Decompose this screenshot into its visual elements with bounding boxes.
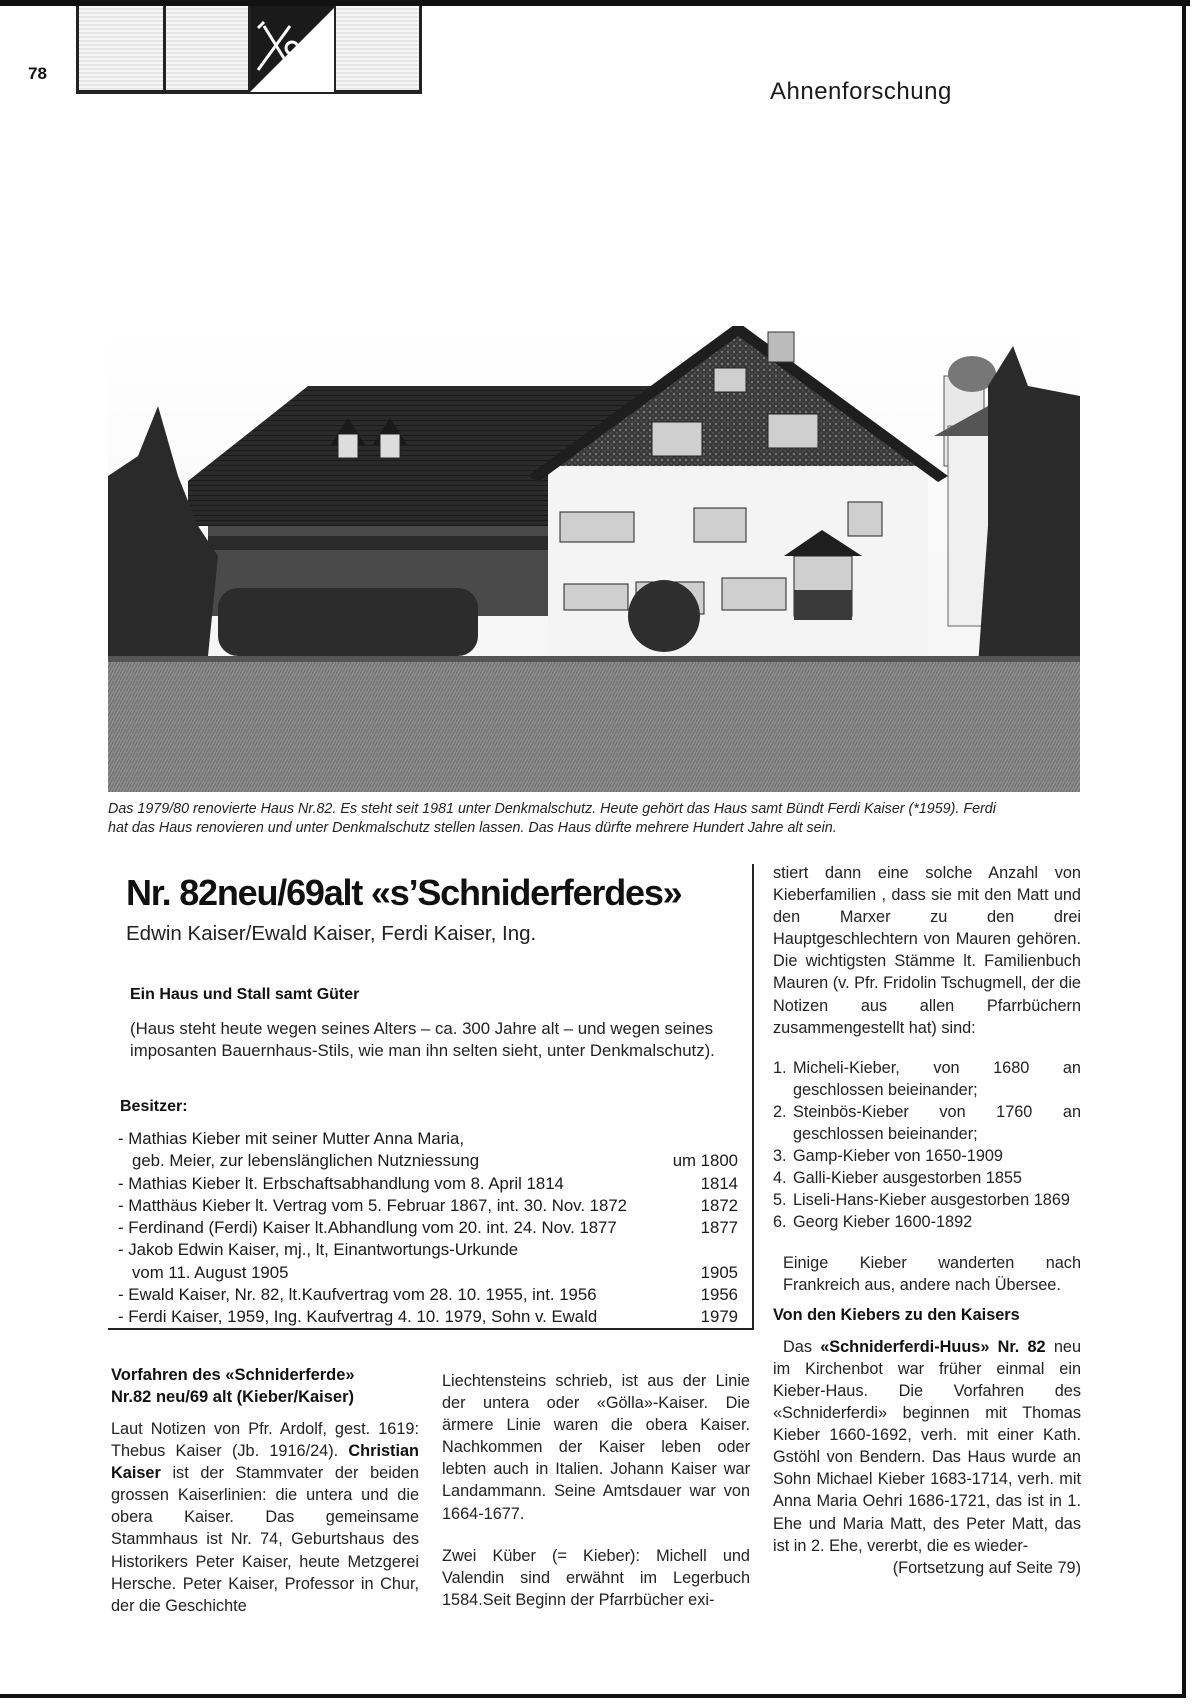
- owner-text: - Matthäus Kieber lt. Vertrag vom 5. Februar 1867, int. 30. Nov. 1872: [118, 1195, 627, 1215]
- owner-year: 1905: [700, 1262, 738, 1282]
- left-heading-line-1: Vorfahren des «Schniderferde»: [111, 1366, 355, 1384]
- right-column-heading: Von den Kiebers zu den Kaisers: [773, 1305, 1020, 1324]
- lineage-number: 1.: [773, 1058, 787, 1077]
- owner-row: [118, 1239, 742, 1261]
- owner-text: - Ferdinand (Ferdi) Kaiser lt.Abhandlung vom 20. int. 24. Nov. 1877: [118, 1218, 617, 1238]
- lineage-number: 6.: [773, 1213, 787, 1232]
- right-paragraph-3-bold: «Schniderferdi-Huus» Nr. 82: [820, 1337, 1046, 1356]
- header-tab-4: [333, 6, 422, 94]
- owner-year: 1956: [700, 1285, 738, 1305]
- photo-caption-line-2: hat das Haus renovieren und unter Denkmalschutz stellen lassen. Das Haus dürfte mehrere Hundert Jahre alt sein.: [108, 820, 837, 836]
- lineage-text: Micheli-Kieber, von 1680 an geschlossen beieinander;: [793, 1058, 1081, 1099]
- owner-text: - Mathias Kieber mit seiner Mutter Anna Maria,: [118, 1129, 465, 1148]
- article-intro-line-1: (Haus steht heute wegen seines Alters – ca. 300 Jahre alt – und wegen seines: [130, 1019, 714, 1038]
- article-intro: [130, 1018, 742, 1062]
- article-title: Nr. 82neu/69alt «s’Schniderferdes»: [126, 872, 682, 913]
- lineage-item: [773, 1101, 1081, 1145]
- header-tabs: [76, 6, 422, 94]
- right-paragraph-3: [773, 1336, 1081, 1557]
- owner-text: - Mathias Kieber lt. Erbschaftsabhandlung vom 8. April 1814: [118, 1173, 564, 1193]
- lineage-text: Gamp-Kieber von 1650-1909: [793, 1147, 1003, 1166]
- article-heading: Ein Haus und Stall samt Güter: [130, 986, 360, 1003]
- owner-row: [118, 1128, 742, 1150]
- owner-text: - Ferdi Kaiser, 1959, Ing. Kaufvertrag 4. 10. 1979, Sohn v. Ewald: [118, 1307, 598, 1327]
- photo-caption: [108, 800, 1080, 838]
- right-paragraph-1: stiert dann eine solche Anzahl von Kieberfamilien , dass sie mit den Matt und den Marxer zu den drei Hauptgeschlechtern von Mauren gehören. Die wichtigsten Stämme lt. Familienbuch Mauren (v. Pfr. Fridolin Tschugmell, der die Notizen aus allen Pfarrbüchern zusammengestellt hat) sind:: [773, 864, 1081, 1037]
- owner-year: 1877: [700, 1218, 738, 1238]
- owner-year: um 1800: [672, 1151, 738, 1171]
- owner-row: [118, 1262, 742, 1284]
- lineage-number: 3.: [773, 1147, 787, 1166]
- crossed-tools-icon: [250, 8, 334, 92]
- owner-text: - Jakob Edwin Kaiser, mj., lt, Einantwortungs-Urkunde: [118, 1240, 519, 1260]
- lineage-item: [773, 1189, 1081, 1211]
- owner-row: [118, 1217, 742, 1239]
- header-tab-1: [76, 6, 166, 94]
- middle-paragraph-2: Zwei Küber (= Kieber): Michell und Valendin sind erwähnt im Legerbuch 1584.Seit Beginn der Pfarrbücher exi-: [442, 1546, 750, 1609]
- middle-column: [442, 1370, 750, 1611]
- left-column-heading: [111, 1364, 419, 1408]
- owner-text: geb. Meier, zur lebenslänglichen Nutzniessung: [132, 1151, 480, 1171]
- lineage-text: Steinbös-Kieber von 1760 an geschlossen beieinander;: [793, 1102, 1081, 1144]
- article-subtitle: Edwin Kaiser/Ewald Kaiser, Ferdi Kaiser, Ing.: [126, 922, 537, 945]
- left-paragraph-text: Laut Notizen von Pfr. Ardolf, gest. 1619: Thebus Kaiser (Jb. 1916/24).: [111, 1420, 419, 1461]
- lineage-number: 2.: [773, 1102, 787, 1121]
- article-intro-line-2: imposanten Bauernhaus-Stils, wie man ihn selten sieht, unter Denkmalschutz).: [130, 1041, 715, 1060]
- lineage-item: [773, 1057, 1081, 1101]
- lineage-number: 5.: [773, 1191, 787, 1210]
- lineage-item: [773, 1145, 1081, 1167]
- owner-year: 1814: [700, 1173, 738, 1193]
- lineage-item: [773, 1211, 1081, 1233]
- lineage-text: Galli-Kieber ausgestorben 1855: [793, 1169, 1022, 1188]
- owner-row: [118, 1284, 742, 1306]
- right-paragraph-2: Einige Kieber wanderten nach Frankreich aus, andere nach Übersee.: [783, 1253, 1081, 1294]
- owner-row: [118, 1195, 742, 1217]
- middle-paragraph-1: Liechtensteins schrieb, ist aus der Linie der untera oder «Gölla»-Kaiser. Die ärmere Linie waren die obera Kaiser. Nachkommen der Kaiser leben oder lebten auch in Italien. Johann Kaiser war Landammann. Seine Amtsdauer war von 1664-1677.: [442, 1372, 750, 1523]
- owner-year: 1872: [700, 1195, 738, 1215]
- owner-year: 1979: [700, 1307, 738, 1327]
- right-column: [773, 862, 1081, 1579]
- owner-row: [118, 1150, 742, 1172]
- left-column: [111, 1364, 419, 1617]
- right-paragraph-3-text: Das: [783, 1337, 812, 1356]
- owners-heading: Besitzer:: [120, 1098, 188, 1115]
- owner-text: - Ewald Kaiser, Nr. 82, lt.Kaufvertrag vom 28. 10. 1955, int. 1956: [118, 1285, 597, 1305]
- lineage-text: Liseli-Hans-Kieber ausgestorben 1869: [793, 1191, 1070, 1210]
- owners-list: [118, 1128, 742, 1329]
- left-column-paragraph: [111, 1418, 419, 1617]
- continued-note: (Fortsetzung auf Seite 79): [892, 1558, 1081, 1577]
- house-photo: [108, 326, 1080, 792]
- page-number: 78: [28, 64, 47, 83]
- left-paragraph-text-2: ist der Stammvater der beiden grossen Kaiserlinien: die untera und die obera Kaiser. Das gemeinsame Stammhaus ist Nr. 74, Geburtshaus des Historikers Peter Kaiser, heute Metzgerei Hersche. Peter Kaiser, Professor in Chur, der die Geschichte: [111, 1464, 419, 1615]
- left-paragraph-bold: Christian Kaiser: [111, 1442, 419, 1483]
- photo-caption-line-1: Das 1979/80 renovierte Haus Nr.82. Es steht seit 1981 unter Denkmalschutz. Heute gehört das Haus samt Bündt Ferdi Kaiser (*1959). Ferdi: [108, 801, 996, 817]
- lineage-text: Georg Kieber 1600-1892: [793, 1213, 973, 1232]
- owner-row: [118, 1306, 742, 1328]
- owner-row: [118, 1173, 742, 1195]
- lineage-item: [773, 1167, 1081, 1189]
- owner-text: vom 11. August 1905: [132, 1262, 289, 1282]
- lineage-number: 4.: [773, 1169, 787, 1188]
- header-tab-2: [163, 6, 251, 94]
- left-heading-line-2: Nr.82 neu/69 alt (Kieber/Kaiser): [111, 1388, 355, 1406]
- section-title: Ahnenforschung: [770, 78, 952, 105]
- right-paragraph-3-text-2: neu im Kirchenbot war früher einmal ein Kieber-Haus. Die Vorfahren des «Schniderferdi» beginnen mit Thomas Kieber 1660-1692, verh. mit einer Kath. Gstöhl von Bendern. Das Haus wurde an Sohn Michael Kieber 1683-1714, verh. mit Anna Maria Oehri 1686-1721, das ist in 1. Ehe und Maria Matt, des Peter Matt, das ist in 2. Ehe, vererbt, die es wieder-: [773, 1337, 1082, 1555]
